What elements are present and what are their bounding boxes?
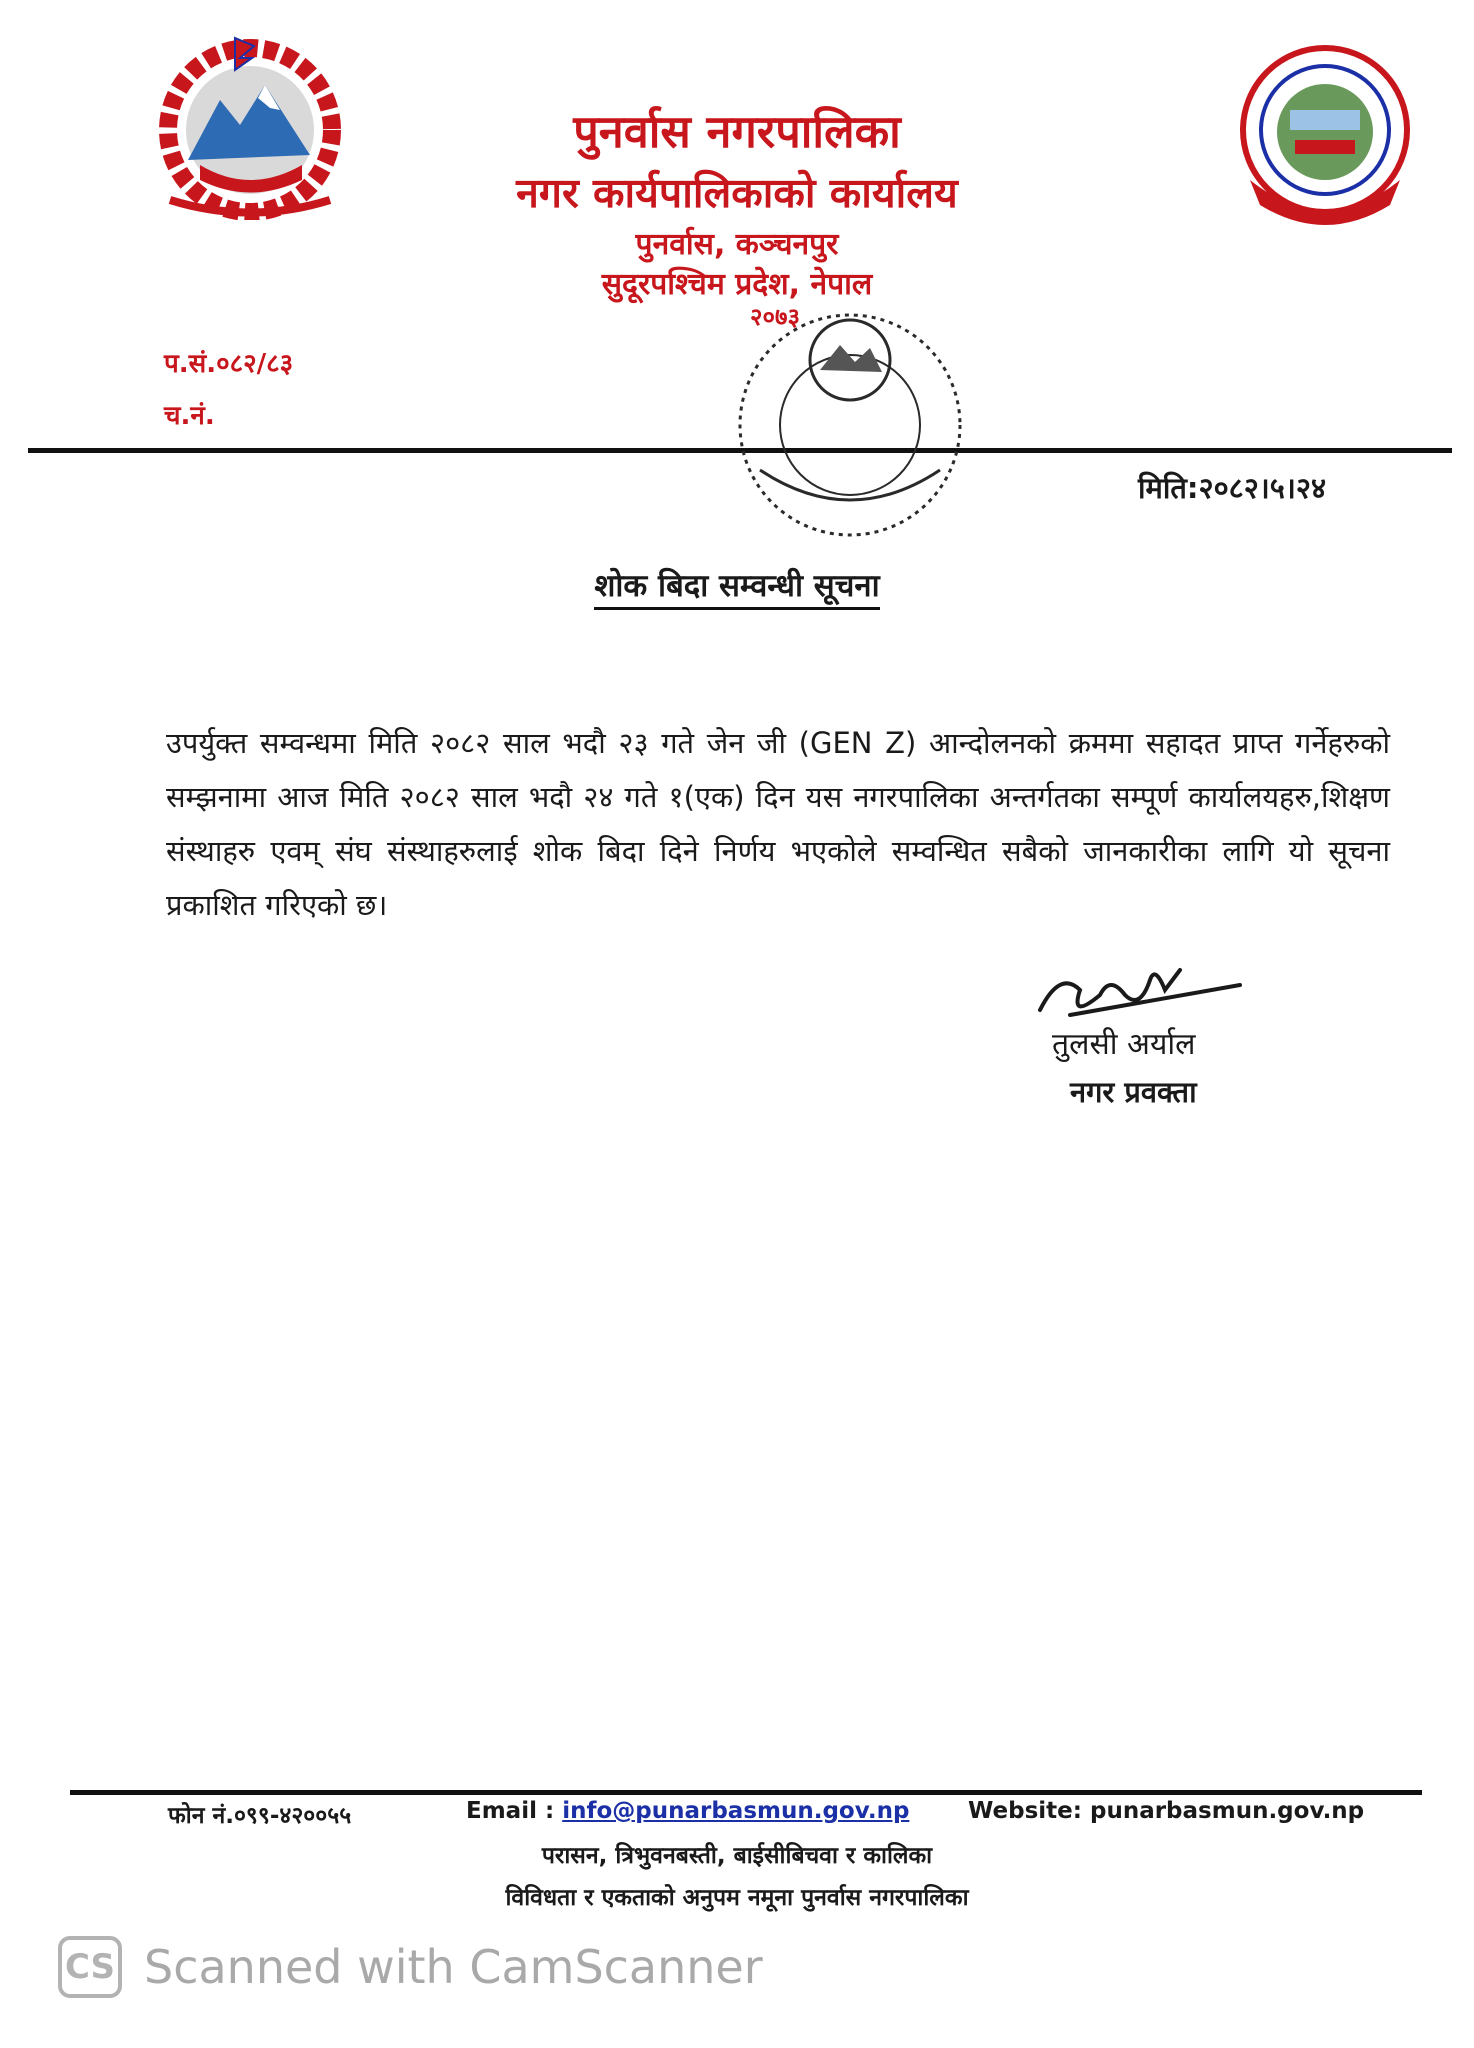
office-location: पुनर्वास, कञ्चनपुर — [635, 227, 839, 262]
footer-phone: फोन नं.०९९-४२००५५ — [168, 1803, 352, 1829]
office-province: सुदूरपश्चिम प्रदेश, नेपाल — [601, 267, 873, 302]
footer-address: परासन, त्रिभुवनबस्ती, बाईसीबिचवा र कालिका — [541, 1843, 933, 1869]
notice-body: उपर्युक्त सम्वन्धमा मिति २०८२ साल भदौ २३ गते जेन जी (GEN Z) आन्दोलनको क्रममा सहादत प्राप्त गर्नेहरुको सम्झनामा आज मिति २०८२ साल भदौ २४ गते १(एक) दिन यस नगरपालिका अन्तर्गतका सम्पूर्ण कार्यालयहरु,शिक्षण संस्थाहरु एवम् संघ संस्थाहरुलाई शोक बिदा दिने निर्णय भएकोले सम्वन्धित सबैको जानकारीका लागि यो सूचना प्रकाशित गरिएको छ। — [166, 726, 1390, 922]
camscanner-logo-icon: CS — [58, 1936, 122, 1998]
municipality-name: पुनर्वास नगरपालिका — [573, 105, 901, 158]
camscanner-watermark: Scanned with CamScanner — [144, 1940, 763, 1994]
signature-icon — [1030, 950, 1250, 1030]
notice-subject — [0, 564, 1474, 606]
notice-date: मिति:२०८२।५।२४ — [1138, 471, 1327, 505]
signatory-role: नगर प्रवक्ता — [1070, 1075, 1197, 1109]
footer-slogan: विविधता र एकताको अनुपम नमूना पुनर्वास नगरपालिका — [505, 1885, 969, 1911]
footer-email — [466, 1798, 909, 1824]
email-link[interactable]: info@punarbasmun.gov.np — [562, 1798, 910, 1824]
signatory-name: तुलसी अर्याल — [1052, 1027, 1196, 1062]
office-name: नगर कार्यपालिकाको कार्यालय — [516, 169, 958, 217]
footer-divider — [70, 1790, 1422, 1795]
established-year: २०७३ — [750, 303, 800, 331]
footer-website[interactable]: Website: punarbasmun.gov.np — [968, 1798, 1365, 1824]
email-label: Email : — [466, 1798, 555, 1824]
patra-sankhya: प.सं.०८२/८३ — [164, 349, 294, 379]
subject-text: शोक बिदा सम्वन्धी सूचना — [594, 568, 879, 610]
office-stamp-icon — [700, 300, 980, 560]
chalani-number: च.नं. — [164, 401, 215, 431]
